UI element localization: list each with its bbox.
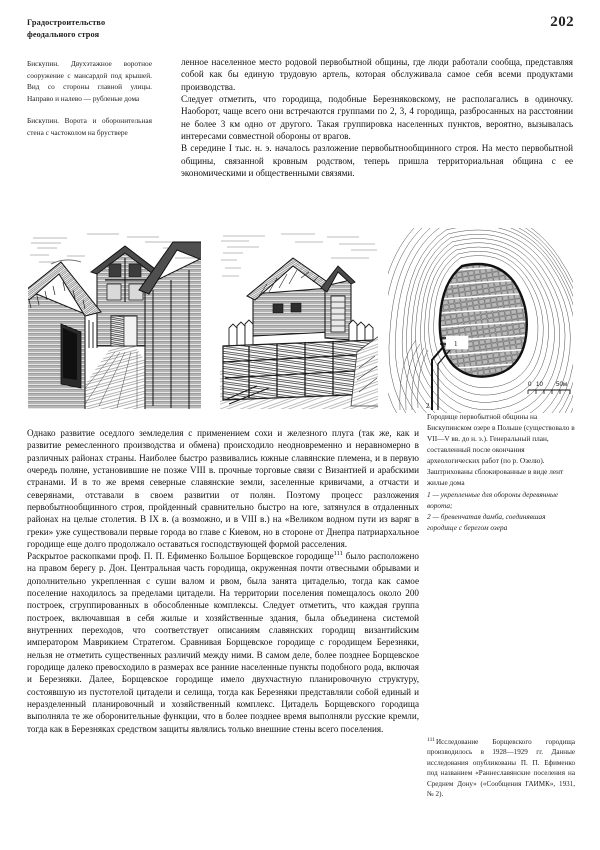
running-head-line-2: феодального строя xyxy=(27,29,100,39)
footnote-block xyxy=(427,737,575,800)
footnote-reference: 111 xyxy=(333,550,343,558)
paragraph-part-2: было расположено на правом берегу р. Дон. Центральная часть городища, окруженная почти отвесными обрывами и дополнительно укрепленная с суши валом и рвом, была занята цитаделью, тогда как самое поселение находилось за пределами цитадели. На территории поселения помещалось около 200 построек, сгруппированных в обособленные комплексы. Следует отметить, что каждая группа построек, включавшая в себя жилые и хозяйственные здания, была объединена системой внутренних переходов, что соответствует описаниям славянских городищ византийским императором Маврикием Стратегом. Сравнивая Борщевское городище с городищем Березняки, нельзя не отметить существенных различий между ними. В самом деле, более позднее Борщевское городище далеко превосходило в размерах все ранние населенные пункты подобного рода, включая и Березняки. Далее, Борщевское городище имело двухчастную планировочную структуру, состоявшую из пустотелой цитадели и селища, тогда как Березняки представляли собой единый и неразделенный планировочный и хозяйственный комплекс. Цитадель Борщевского городища выполняла те же оборонительные функции, что в более позднее время выполняли русские кремли, тогда как в Березняках средством защиты являлись только внешние стены всего поселения. xyxy=(27,551,419,734)
footnote-text: Исследование Борщевского городища производилось в 1928—1929 гг. Данные исследования опубликованы П. П. Ефименко под названием «Раннеславянские поселения на Среднем Дону» («Сообщения ГАИМК», 1931, № 2). xyxy=(427,738,575,799)
figure-caption-3: Городище первобытной общины на Бискупинском озере в Польше (существовало в VII—V вв. до н. э.). Генеральный план, составленный после окончания археологических работ (по р. Озелю). Заштрихованы сблокированные в виде лент жилые дома xyxy=(427,412,575,488)
figure-biskupin-general-plan xyxy=(388,228,573,413)
figure-legend-2: 2 — бревенчатая дамба, соединявшая городище с берегом озера xyxy=(427,511,546,532)
footnote-marker: 111 xyxy=(427,736,435,743)
scale-ten: 10 xyxy=(536,381,543,388)
paragraph: В середине I тыс. н. э. началось разложение первобытнообщинного строя. На место первобытной общины, связанной кровным родством, теперь пришла территориальная община с ее экономическими и общественными связями. xyxy=(181,143,573,178)
right-caption-column xyxy=(427,411,575,533)
plan-label-1: 1 xyxy=(454,340,458,348)
scale-zero: 0 xyxy=(528,381,532,388)
paragraph: ленное населенное место родовой первобытной общины, где люди работали сообща, представляя собой как бы единую трудовую артель, которая обслуживала самое себя всеми продуктами производства. xyxy=(181,57,573,92)
figure-legend-1: 1 — укрепленные для обороны деревянные ворота; xyxy=(427,489,559,510)
page-number: 202 xyxy=(550,14,574,30)
running-head xyxy=(27,17,217,41)
body-text-lower xyxy=(27,427,419,735)
running-head-line-1: Градостроительство xyxy=(27,18,106,27)
paragraph-with-footnote xyxy=(27,550,419,735)
left-caption-column xyxy=(27,58,152,138)
figure-biskupin-rampart-gate xyxy=(219,228,379,410)
body-text-top xyxy=(181,56,573,179)
scale-fifty: 50м xyxy=(556,381,568,388)
plan-label-2: 2 xyxy=(426,402,430,410)
paragraph-part-1: Раскрытое раскопками проф. П. П. Ефименко Большое Борщевское городище xyxy=(27,551,334,562)
figure-caption-2: Бискупин. Ворота и оборонительная стена с частоколом на бруствере xyxy=(27,116,152,137)
paragraph: Однако развитие оседлого земледелия с применением сохи и железного плуга (так же, как и развитие ремесленного производства и обмена) происходило неодновременно и неравномерно в различных районах страны. Наиболее быстро развивались южные славянские племена, и в первую очередь поляне, установившие не позже VIII в. прочные торговые связи с Византией и арабскими странами. И в то же время северные славянские земли, заселенные кривичами, а отчасти и северянами, отставали в своем развитии от полян. Поэтому процесс разложения первобытнообщинного строя, пройденный сравнительно быстро на юге, затянулся в отдаленных районах на целые столетия. В IX в. (а возможно, и в VIII в.) на «Великом водном пути из варяг в греки» уже существовали первые города во главе с Киевом, но в стороне от Днепра патриархальное городище еще долго продолжало оставаться господствующей формой расселения. xyxy=(27,428,419,549)
figure-caption-1: Бискупин. Двухэтажное воротное сооружение с мансардой под крышей. Вид со стороны главной улицы. Направо и налево — рубленые дома xyxy=(27,59,152,103)
paragraph: Следует отметить, что городища, подобные Березняковскому, не располагались в одиночку. Наоборот, чаще всего они встречаются группами по 2, 3, 4 городища, разбросанных на расстоянии не более 3 км одно от другого. Такая группировка населенных пунктов, вероятно, вызывалась интересами совместной обороны от врагов. xyxy=(181,93,573,141)
figure-biskupin-gate-building xyxy=(27,228,202,410)
figure-row xyxy=(27,228,573,413)
